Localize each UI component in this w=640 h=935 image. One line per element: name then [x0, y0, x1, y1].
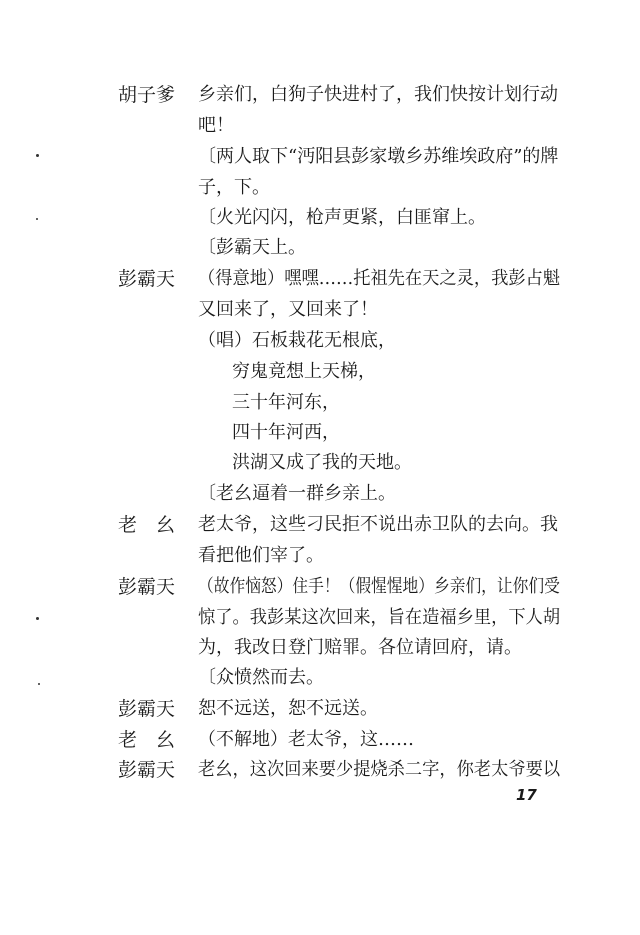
dialogue-text: 吧！	[198, 115, 234, 136]
script-line	[0, 448, 640, 480]
script-line	[0, 603, 640, 635]
stage-direction: 子，下。	[198, 177, 270, 198]
speaker-name: 胡子爹	[118, 84, 176, 106]
script-line	[0, 203, 640, 235]
dialogue-text: 看把他们宰了。	[198, 545, 324, 566]
script-line	[0, 295, 640, 327]
dialogue-text: 老幺，这次回来要少提烧杀二字，你老太爷要以	[198, 759, 561, 780]
scan-speck	[36, 617, 39, 620]
script-line	[0, 142, 640, 174]
script-line	[0, 541, 640, 573]
script-line	[0, 173, 640, 205]
script-line	[0, 479, 640, 511]
dialogue-text: （得意地）嘿嘿……托祖先在天之灵，我彭占魁	[198, 268, 561, 289]
script-line	[0, 725, 640, 757]
script-line	[0, 418, 640, 450]
song-text: 三十年河东，	[232, 392, 340, 413]
dialogue-text: 又回来了，又回来了！	[198, 299, 378, 320]
dialogue-text: 为，我改日登门赔罪。各位请回府，请。	[198, 637, 522, 658]
song-text: 四十年河西，	[232, 422, 340, 443]
script-line	[0, 388, 640, 420]
script-line	[0, 264, 640, 296]
script-line	[0, 633, 640, 665]
stage-direction: 〔彭霸天上。	[198, 237, 306, 258]
speaker-name: 老 幺	[118, 729, 176, 751]
dialogue-text: 老太爷，这些刁民拒不说出赤卫队的去向。我	[198, 514, 558, 535]
scan-speck	[36, 154, 39, 157]
stage-direction: 〔两人取下“沔阳县彭家墩乡苏维埃政府”的牌	[198, 146, 559, 167]
speaker-name: 彭霸天	[118, 759, 176, 781]
script-line	[0, 326, 640, 358]
stage-direction: 〔众愤然而去。	[198, 667, 324, 688]
scan-speck	[38, 683, 40, 685]
dialogue-text: （不解地）老太爷，这……	[198, 729, 414, 750]
speaker-name: 老 幺	[118, 514, 176, 536]
script-line	[0, 80, 640, 112]
script-line	[0, 663, 640, 695]
dialogue-text: 惊了。我彭某这次回来，旨在造福乡里，下人胡	[198, 607, 561, 628]
scan-speck	[36, 218, 38, 220]
song-text: 穷鬼竟想上天梯，	[232, 361, 376, 382]
stage-direction: 〔老幺逼着一群乡亲上。	[198, 483, 396, 504]
song-text: 洪湖又成了我的天地。	[232, 452, 412, 473]
script-line	[0, 694, 640, 726]
song-text: （唱）石板栽花无根底，	[198, 330, 396, 351]
dialogue-text: 乡亲们，白狗子快进村了，我们快按计划行动	[198, 84, 558, 105]
stage-direction: 〔火光闪闪，枪声更紧，白匪窜上。	[198, 207, 486, 228]
speaker-name: 彭霸天	[118, 576, 176, 598]
dialogue-text: （故作恼怒）住手！（假惺惺地）乡亲们，让你们受	[198, 576, 560, 597]
script-line	[0, 755, 640, 787]
page-number: 17	[516, 786, 537, 804]
dialogue-text: 恕不远送，恕不远送。	[198, 698, 378, 719]
speaker-name: 彭霸天	[118, 268, 176, 290]
script-line	[0, 111, 640, 143]
script-line	[0, 233, 640, 265]
script-line	[0, 510, 640, 542]
speaker-name: 彭霸天	[118, 698, 176, 720]
script-line	[0, 357, 640, 389]
script-line	[0, 572, 640, 604]
